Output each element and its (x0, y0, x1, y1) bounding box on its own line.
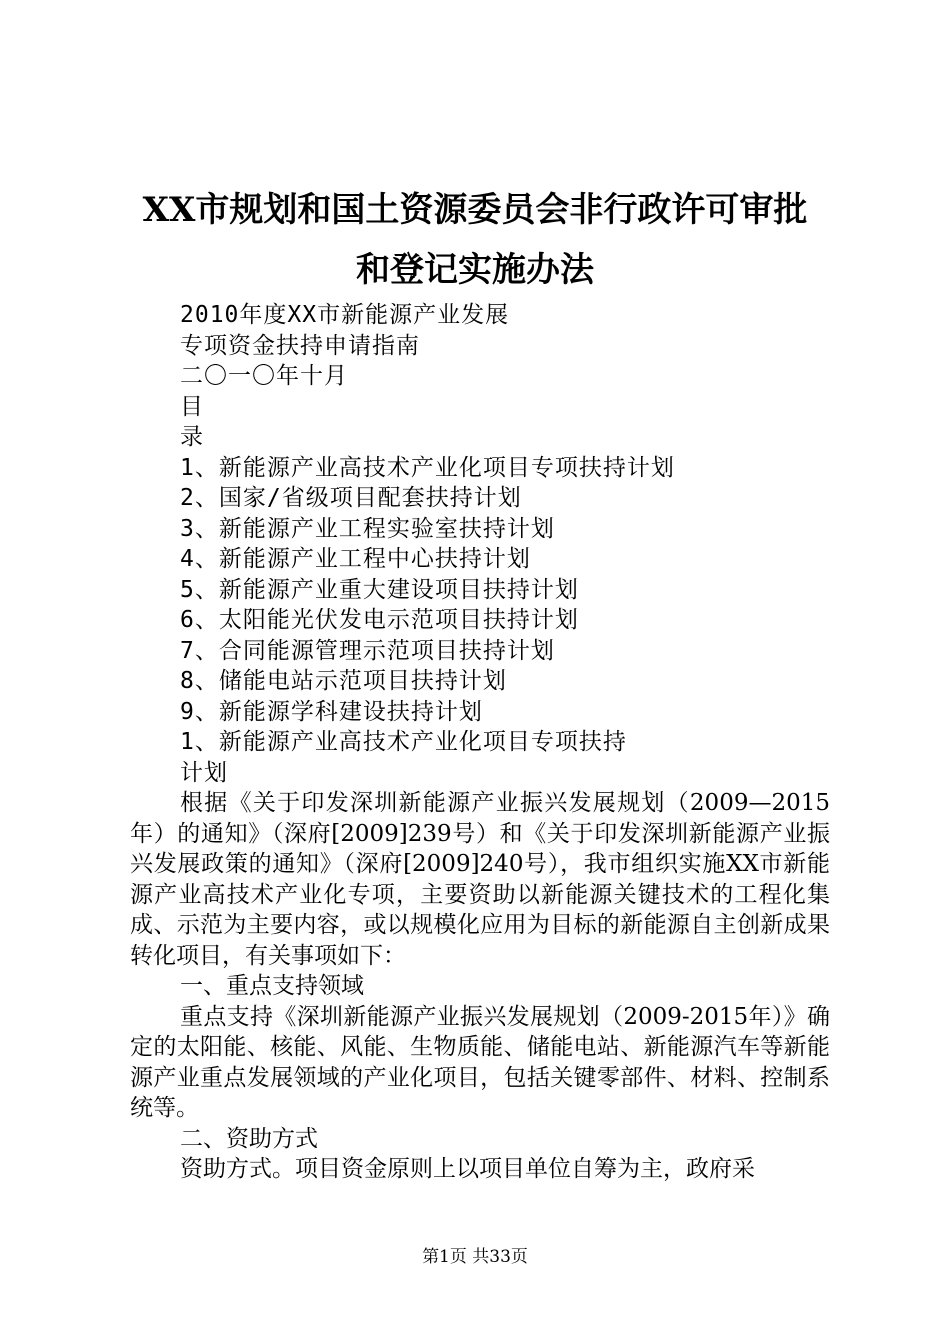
date-line: 二〇一〇年十月 (180, 363, 348, 389)
toc-heading: 目 (180, 393, 204, 420)
toc-item: 2、国家/省级项目配套扶持计划 (180, 485, 522, 511)
body-section (130, 788, 830, 1185)
toc-item: 5、新能源产业重大建设项目扶持计划 (180, 576, 579, 603)
toc-item: 7、合同能源管理示范项目扶持计划 (180, 637, 555, 664)
subsection-heading: 二、资助方式 (180, 1125, 318, 1152)
body-paragraph: 重点支持《深圳新能源产业振兴发展规划（2009-2015年）》确定的太阳能、核能、风能、生物质能、储能电站、新能源汽车等新能源产业重点发展领域的产业化项目，包括关键零部件、材料、控制系统等。 (130, 1003, 830, 1121)
toc-item: 4、新能源产业工程中心扶持计划 (180, 546, 531, 572)
intro-and-toc-block (180, 300, 820, 788)
body-paragraph: 资助方式。项目资金原则上以项目单位自筹为主，政府采 (180, 1156, 755, 1182)
body-paragraph: 根据《关于印发深圳新能源产业振兴发展规划（2009—2015年）的通知》（深府[2009]239号）和《关于印发深圳新能源产业振兴发展政策的通知》（深府[2009]240号），我市组织实施XX市新能源产业高技术产业化专项，主要资助以新能源关键技术的工程化集成、示范为主要内容，或以规模化应用为目标的新能源自主创新成果转化项目，有关事项如下： (130, 790, 830, 969)
toc-item: 6、太阳能光伏发电示范项目扶持计划 (180, 607, 579, 633)
subsection-heading: 一、重点支持领域 (180, 973, 364, 999)
subtitle-line: 专项资金扶持申请指南 (180, 332, 420, 359)
page-footer: 第1页 共33页 (422, 1247, 528, 1267)
toc-item: 3、新能源产业工程实验室扶持计划 (180, 515, 555, 542)
toc-heading: 录 (180, 424, 204, 450)
section-heading: 计划 (180, 759, 228, 786)
toc-item: 1、新能源产业高技术产业化项目专项扶持计划 (180, 454, 675, 481)
document-title-line-1: XX市规划和国土资源委员会非行政许可审批 (142, 190, 808, 230)
subtitle-line: 2010年度XX市新能源产业发展 (180, 302, 510, 328)
section-heading: 1、新能源产业高技术产业化项目专项扶持 (180, 729, 627, 755)
toc-item: 8、储能电站示范项目扶持计划 (180, 668, 507, 694)
toc-item: 9、新能源学科建设扶持计划 (180, 698, 483, 725)
document-title-line-2: 和登记实施办法 (356, 250, 594, 290)
